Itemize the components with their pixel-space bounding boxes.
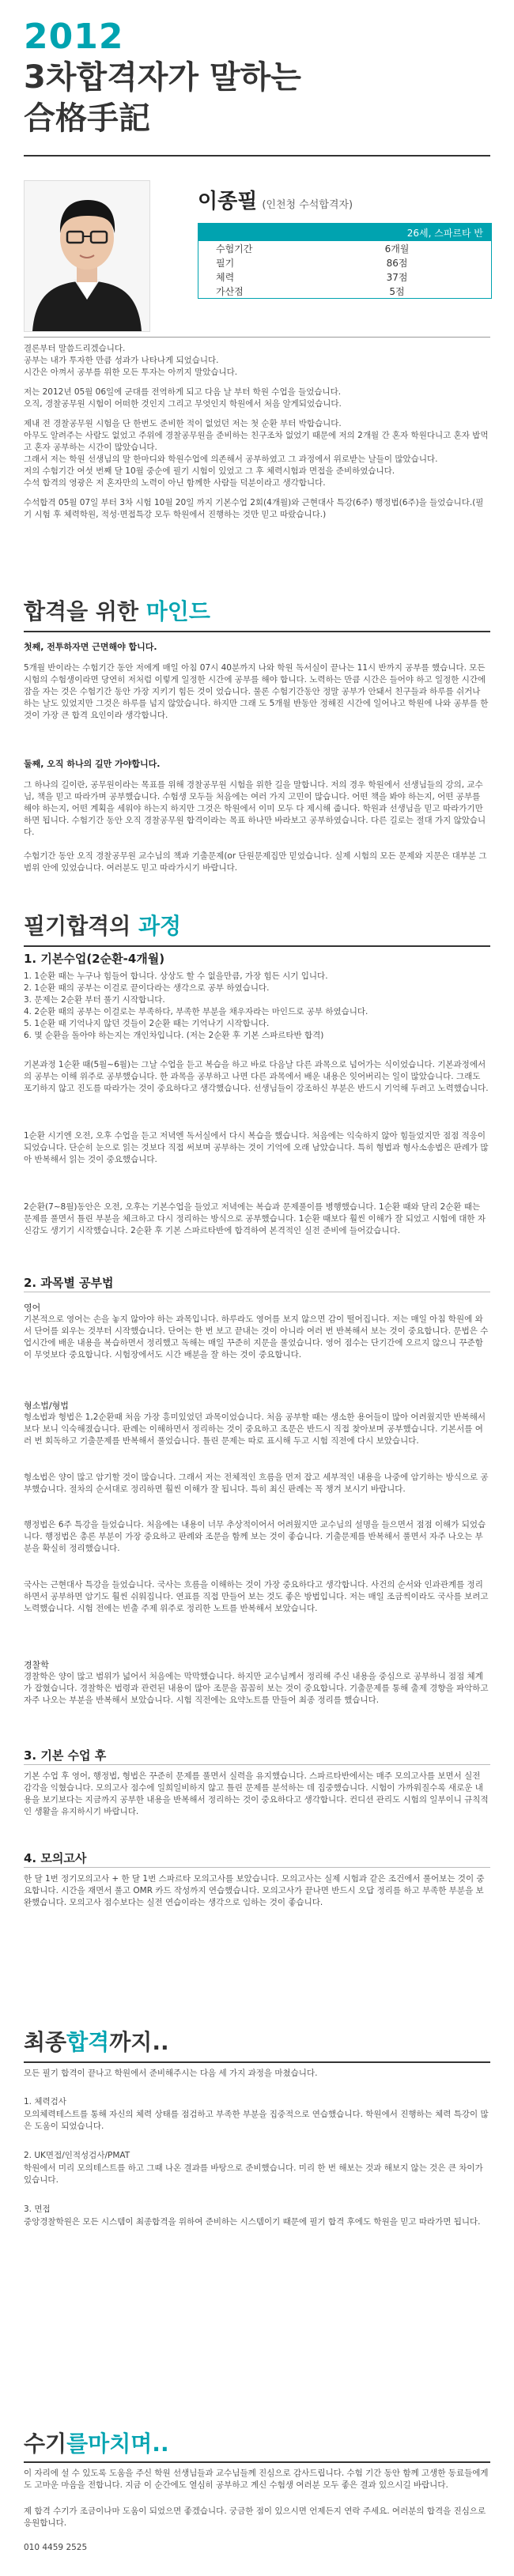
final-intro: 모든 필기 합격이 끝나고 학원에서 준비해주시는 다음 세 가지 과정을 마쳤습니다. <box>24 2069 318 2078</box>
final3-title-text: 3. 면접 <box>24 2204 51 2214</box>
p4-title: 4. 모의고사 <box>24 1851 87 1865</box>
p1-para1: 기본과정 1순환 때(5월~6월)는 그날 수업을 듣고 복습을 하고 바로 다음날 다른 과목으로 넘어가는 식이었습니다. 기본과정에서의 공부는 이해 위주로 공부했습니다. 한 과목을 공부하고 나면 다른 과목에서 배운 내용은 잊어버리는 일이 많았습니다. 그래도 포기하지 않고 진도를 따라가는 것이 중요하다고 생각했습니다. 선생님들이 강조하신 부분은 반드시 기억해 두려고 노력했습니다. <box>24 1060 489 1093</box>
p1-para2: 1순환 시기엔 오전, 오후 수업을 듣고 저녁엔 독서실에서 다시 복습을 했습니다. 처음에는 익숙하지 않아 힘들었지만 점점 적응이 되었습니다. 단순히 눈으로 읽는 것보다 직접 써보며 공부하는 것이 기억에 오래 남았습니다. 특히 형법과 형사소송법은 판례가 많아 반복해서 읽는 것이 중요했습니다. <box>24 1131 489 1164</box>
intro-line: 아무도 알려주는 사람도 없었고 주위에 경찰공무원을 준비하는 친구조차 없었기 때문에 저의 2개월 간 혼자 학원다니고 혼자 밥먹고 혼자 공부하는 시간이 많았습니다. <box>24 431 489 452</box>
intro-line: 저는 2012년 05월 06일에 군대를 전역하게 되고 다음 날 부터 학원 수업을 들었습니다. <box>24 387 342 397</box>
section-title-closing <box>24 2427 169 2458</box>
author-name-text: 이종필 <box>198 190 258 213</box>
stats-label: 필기 <box>216 257 235 269</box>
final1-title <box>24 2096 490 2108</box>
intro-line: 시간은 아껴서 공부를 위한 모든 투자는 아끼지 말았습니다. <box>24 368 238 377</box>
final3-text: 중앙경찰학원은 모든 시스템이 최종합격을 위하여 준비하는 시스템이기 때문에 필기 합격 후에도 학원을 믿고 따라가면 됩니다. <box>24 2217 481 2227</box>
profile-photo <box>24 180 150 332</box>
section-divider <box>24 2061 490 2063</box>
intro-line: 수석 합격의 영광은 저 혼자만의 노력이 아닌 함께한 사람들 덕분이라고 생각합니다. <box>24 478 326 488</box>
title-line3: 合格手記 <box>24 100 150 137</box>
section-title-text: 수기 <box>24 2431 67 2457</box>
final1-text: 모의체력테스트를 통해 자신의 체력 상태를 점검하고 부족한 부분을 집중적으로 연습했습니다. 학원에서 진행하는 체력 특강이 많은 도움이 되었습니다. <box>24 2110 489 2131</box>
stats-box <box>198 223 492 299</box>
title-year: 2012 <box>24 17 124 57</box>
mind2-title: 둘째, 오직 하나의 길만 가야합니다. <box>24 759 161 769</box>
title-line2: 3차합격자가 말하는 <box>24 59 301 96</box>
stats-label: 가산점 <box>216 285 244 297</box>
mind2-text: 그 하나의 길이란, 공무원이라는 목표를 위해 경찰공무원 시험을 위한 길을 말합니다. 저의 경우 학원에서 선생님들의 강의, 교수님, 책을 믿고 따라가며 공부했습니다. 수험생 모두들 처음에는 여러 가지 고민이 많습니다. 어떤 책을 봐야 하는지, 어떤 공부를 해야 하는지, 어떤 계획을 세워야 하는지 하지만 그것은 학원에서 이미 모두 다 제시해 줍니다. 학원과 선생님을 믿고 따라가기만 하면 됩니다. 수험기간 동안 오직 경찰공무원 합격이라는 목표 하나만 바라보고 공부하였습니다. 다른 길로는 절대 가지 않았습니다. <box>24 780 486 837</box>
law-text: 형소법과 형법은 1,2순환때 처음 가장 흥미있었던 과목이었습니다. 처음 공부할 때는 생소한 용어들이 많아 어려웠지만 반복해서 보다 보니 익숙해졌습니다. 판례는 이해하면서 정리하는 것이 중요하고 조문은 반드시 직접 찾아보며 공부했습니다. 기본서를 여러 번 회독하고 기출문제를 반복해서 풀었습니다. 틀린 문제는 따로 표시해 두고 시험 직전에 다시 보았습니다. <box>24 1412 486 1446</box>
section-title-final <box>24 2025 169 2057</box>
person-illustration <box>25 181 149 331</box>
stats-table <box>198 241 491 298</box>
admin-text: 행정법은 6주 특강을 들었습니다. 처음에는 내용이 너무 추상적이어서 어려웠지만 교수님의 설명을 들으면서 점점 이해가 되었습니다. 행정법은 총론 부분이 가장 중요하고 판례와 조문을 함께 보는 것이 좋습니다. 기출문제를 반복해서 풀면서 자주 나오는 부분을 확실히 정리했습니다. <box>24 1520 486 1553</box>
english-text: 기본적으로 영어는 손을 놓지 않아야 하는 과목입니다. 하루라도 영어를 보지 않으면 감이 떨어집니다. 저는 매일 아침 학원에 와서 단어를 외우는 것부터 시작했습니다. 단어는 한 번 보고 끝내는 것이 아니라 여러 번 반복해서 보는 것이 중요합니다. 문법은 수업시간에 배운 내용을 복습하면서 정리했고 독해는 매일 꾸준히 지문을 풀었습니다. 영어 점수는 단기간에 오르지 않으니 꾸준함이 무엇보다 중요합니다. 시험장에서도 시간 배분을 잘 하는 것이 중요합니다. <box>24 1314 489 1360</box>
intro-line: 공부는 내가 투자한 만큼 성과가 나타나게 되었습니다. <box>24 356 219 365</box>
sub-divider <box>24 1764 490 1765</box>
english-title: 영어 <box>24 1303 41 1313</box>
p3-text: 기본 수업 후 영어, 행정법, 형법은 꾸준히 문제를 풀면서 실력을 유지했습니다. 스파르타반에서는 매주 모의고사를 보면서 실전 감각을 익혔습니다. 모의고사 점수에 일희일비하지 않고 틀린 문제를 분석하는 데 집중했습니다. 시험이 가까워질수록 새로운 내용을 보기보다는 지금까지 공부한 내용을 반복해서 정리하는 것이 중요하다고 생각합니다. 컨디션 관리도 시험의 일부이니 규칙적인 생활을 유지하시기 바랍니다. <box>24 1771 489 1816</box>
mind1-text: 5개월 반이라는 수험기간 동안 저에게 매일 아침 07시 40분까지 나와 학원 독서실이 끝나는 11시 반까지 공부를 했습니다. 모든 시험의 수험생이라면 당연히 저처럼 이렇게 일정한 시간에 공부를 해야 합니다. 노력하는 만큼 시간은 들어야 하고 일정한 시간에 잠을 자는 것은 수험기간 동안 가장 지키기 힘든 것이 었습니다. 물론 수험기간동안 정말 공부가 안돼서 친구들과 하루를 쉬거나 하는 날도 있었지만 그것은 하루를 넘지 않았습니다. 하지만 그래 도 5개월 반동안 정해진 시간에 일어나고 학원에 나와 공부를 한 것이 가장 큰 합격 요인이라 생각합니다. <box>24 663 489 720</box>
mind1-title: 첫째, 전투하자면 근면해야 합니다. <box>24 642 157 652</box>
section-title-text: 필기합격의 <box>24 913 138 939</box>
final2-text: 학원에서 미리 모의테스트를 하고 그때 나온 결과를 바탕으로 준비했습니다. 미리 한 번 해보는 것과 해보지 않는 것은 큰 차이가 있습니다. <box>24 2163 483 2185</box>
section-title-highlight: 과정 <box>138 913 182 939</box>
intro-line: 저의 수험기간 여섯 번째 달 10월 중순에 필기 시험이 있었고 그 후 체력시험과 면접을 준비하였습니다. <box>24 466 395 476</box>
section-title-mind <box>24 594 210 626</box>
p1-list: 1. 1순환 때는 누구나 힘들어 합니다. 상상도 할 수 없을만큼, 가장 힘든 시기 입니다. 2. 1순환 때의 공부는 이걸로 끝이다라는 생각으로 공부 하였습니다. 3. 문제는 2순환 부터 풀기 시작합니다. 4. 2순환 때의 공부는 이걸로는 부족하다, 부족한 부분을 채우자라는 마인드로 공부 하였습니다. 5. 1순환 때 기억나지 않던 것들이 2순환 때는 기억나기 시작합니다. 6. 몇 순환을 돌아야 하는지는 개인차입니다. (저는 2순환 후 기본 스파르타반 합격) <box>24 971 368 1040</box>
section-title-text: 합격을 위한 <box>24 598 146 624</box>
section-title-text: 최종 <box>24 2029 67 2055</box>
section-divider <box>24 631 490 632</box>
intro-line: 제내 전 경찰공무원 시험을 단 한번도 준비한 적이 없었던 저는 첫 순환 부터 박합습니다. <box>24 419 342 428</box>
intro-text <box>24 343 490 521</box>
stats-row <box>198 270 491 284</box>
closing2-text: 제 합격 수기가 조금이나마 도움이 되었으면 좋겠습니다. 궁금한 점이 있으시면 언제든지 연락 주세요. 여러분의 합격을 진심으로 응원합니다. <box>24 2506 486 2528</box>
intro-line: 결론부터 말씀드리겠습니다. <box>24 344 126 353</box>
stats-label: 수험기간 <box>216 243 253 255</box>
closing-text: 이 자리에 설 수 있도록 도움을 주신 학원 선생님들과 교수님들께 진심으로 감사드립니다. 수험 기간 동안 함께 고생한 동료들에게도 고마운 마음을 전합니다. 지금 이 순간에도 열심히 공부하고 계신 수험생 여러분 모두 좋은 결과 있으시길 바랍니다. <box>24 2469 489 2490</box>
intro-line: 그래서 저는 학원 선생님의 말 한마디와 학원수업에 의존해서 공부하였고 그 과정에서 위로받는 날들이 많았습니다. <box>24 454 438 464</box>
mind2b-text: 수험기간 동안 오직 경찰공무원 교수님의 책과 기출문제(or 단원문제집만 믿었습니다. 실제 시험의 모든 문제와 지문은 대부분 그 범위 안에 있었습니다. 여러분도 믿고 따라가시기 바랍니다. <box>24 851 487 873</box>
sub-divider <box>24 1867 490 1868</box>
police-title: 경찰학 <box>24 1660 49 1670</box>
p1-para3: 2순환(7~8월)동안은 오전, 오후는 기본수업을 들었고 저녁에는 복습과 문제풀이를 병행했습니다. 1순환 때와 달리 2순환 때는 문제를 풀면서 틀린 부분을 체크하고 다시 정리하는 방식으로 공부했습니다. 1순환 때보다 훨씬 이해가 잘 되었고 시험에 대한 자신감도 생기기 시작했습니다. 2순환 후 기본 스파르타반에 합격하여 본격적인 실전 준비에 들어갔습니다. <box>24 1202 486 1235</box>
section-title-highlight: 마인드 <box>146 598 210 624</box>
police-text: 경찰학은 양이 많고 범위가 넓어서 처음에는 막막했습니다. 하지만 교수님께서 정리해 주신 내용을 중심으로 공부하니 점점 체계가 잡혔습니다. 경찰학은 법령과 관련된 내용이 많아 조문을 꼼꼼히 보는 것이 중요합니다. 기출문제를 통해 출제 경향을 파악하고 자주 나오는 부분을 반복해서 보았습니다. 시험 직전에는 요약노트를 만들어 최종 정리를 했습니다. <box>24 1672 489 1705</box>
stats-value: 5점 <box>389 285 405 297</box>
final2-title <box>24 2150 490 2162</box>
section-title-suffix: 까지.. <box>109 2029 169 2055</box>
stats-value: 86점 <box>386 257 408 269</box>
author-name <box>198 185 353 214</box>
section-title-highlight: 를마치며.. <box>66 2431 169 2457</box>
section-divider <box>24 945 490 947</box>
final1-title-text: 1. 체력검사 <box>24 2097 66 2106</box>
p2-title: 2. 과목별 공부법 <box>24 1276 114 1290</box>
law-title: 형소법/형법 <box>24 1401 69 1411</box>
final2-title-text: 2. UK면접/인적성검사/PMAT <box>24 2151 130 2160</box>
law2-text: 형소법은 양이 많고 암기할 것이 많습니다. 그래서 저는 전체적인 흐름을 먼저 잡고 세부적인 내용을 나중에 암기하는 방식으로 공부했습니다. 절차의 순서대로 정리하면 훨씬 이해가 잘 됩니다. 특히 최신 판례는 꼭 챙겨 보시기 바랍니다. <box>24 1473 489 1494</box>
title-block <box>24 17 301 139</box>
section-divider <box>24 2461 490 2463</box>
stats-row <box>198 241 491 255</box>
history-text: 국사는 근현대사 특강을 들었습니다. 국사는 흐름을 이해하는 것이 가장 중요하다고 생각합니다. 사건의 순서와 인과관계를 정리하면서 공부하면 암기도 훨씬 쉬워집니다. 연표를 직접 만들어 보는 것도 좋은 방법입니다. 저는 매일 조금씩이라도 국사를 보려고 노력했습니다. 시험 전에는 빈출 주제 위주로 정리한 노트를 반복해서 보았습니다. <box>24 1580 489 1613</box>
section-title-process <box>24 909 181 941</box>
phone-number: 010 4459 2525 <box>24 2543 88 2552</box>
stats-row <box>198 255 491 270</box>
stats-badge: 26세, 스파르타 반 <box>198 224 491 241</box>
stats-value: 37점 <box>386 271 408 283</box>
final3-title <box>24 2204 490 2216</box>
p3-title: 3. 기본 수업 후 <box>24 1748 107 1763</box>
p1-title: 1. 기본수업(2순환-4개월) <box>24 952 165 966</box>
p4-text: 한 달 1번 정기모의고사 + 한 달 1번 스파르타 모의고사를 보았습니다. 모의고사는 실제 시험과 같은 조건에서 풀어보는 것이 중요합니다. 시간을 재면서 풀고 OMR 카드 작성까지 연습했습니다. 모의고사가 끝나면 반드시 오답 정리를 하고 부족한 부분을 보완했습니다. 모의고사 점수보다는 실전 연습이라는 생각으로 임하는 것이 좋습니다. <box>24 1874 485 1907</box>
stats-value: 6개월 <box>384 243 410 255</box>
stats-label: 체력 <box>216 271 235 283</box>
profile-divider <box>24 337 490 338</box>
header-divider <box>24 155 490 157</box>
intro-line: 오직, 경찰공무원 시험이 어떠한 것인지 그리고 무엇인지 학원에서 처음 알게되었습니다. <box>24 399 342 409</box>
stats-row <box>198 284 491 298</box>
intro-summary: 수석합격 05월 07일 부터 3차 시험 10월 20일 까지 기본수업 2회(4개월)와 근현대사 특강(6주) 행정법(6주)을 들었습니다.(필기 시험 후 체력학원, 적성·면접특강 모두 학원에서 진행하는 것만 믿고 따랐습니다.) <box>24 498 484 519</box>
author-note: (인천청 수석합격자) <box>262 199 353 211</box>
section-title-highlight: 합격 <box>66 2029 110 2055</box>
